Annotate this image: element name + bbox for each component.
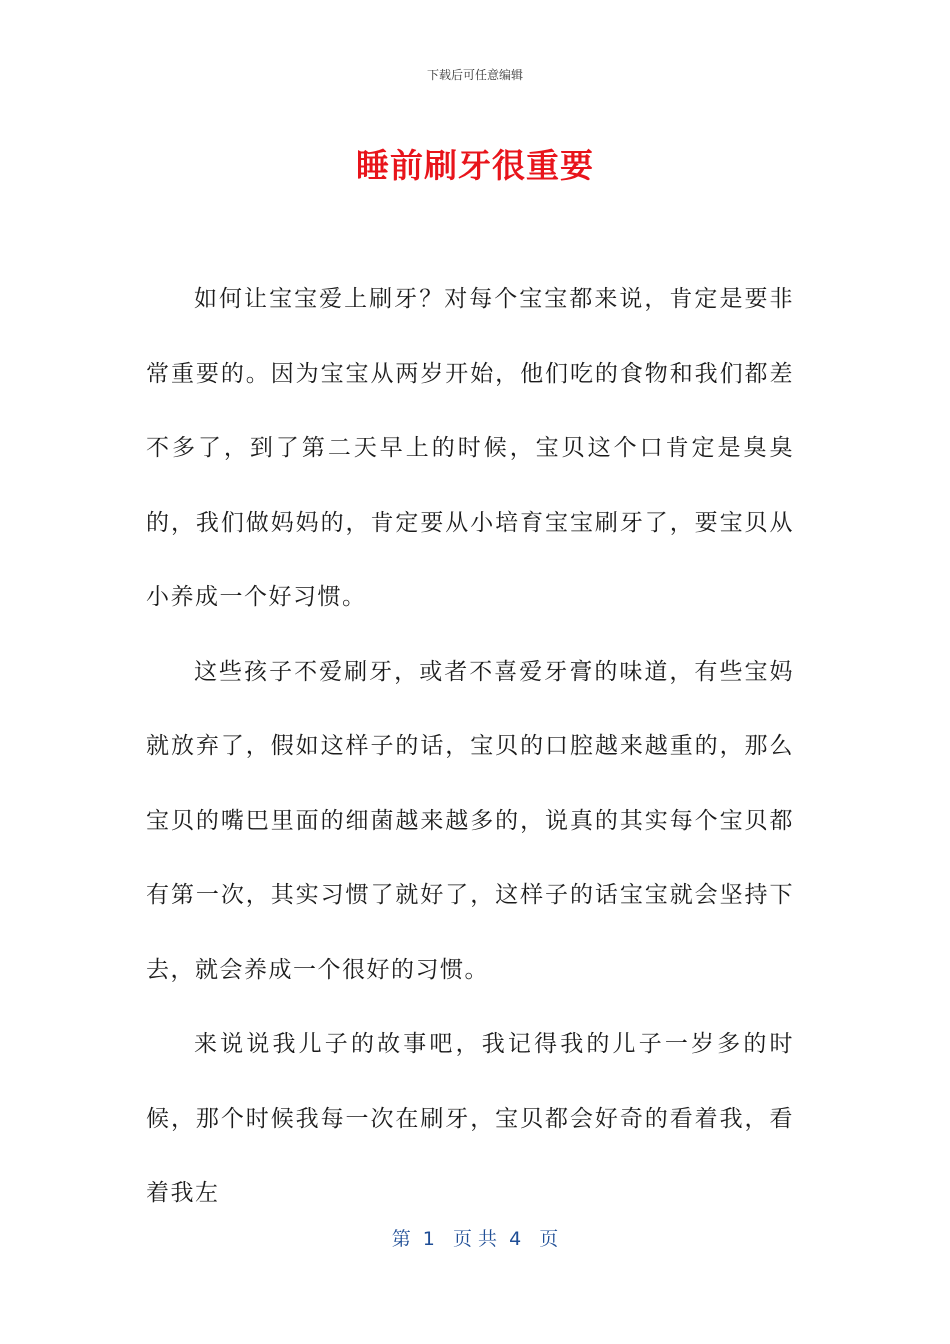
paragraph: 这些孩子不爱刷牙，或者不喜爱牙膏的味道，有些宝妈就放弃了，假如这样子的话，宝贝的口腔越来越重的，那么宝贝的嘴巴里面的细菌越来越多的，说真的其实每个宝贝都有第一次，其实习惯了就好了，这样子的话宝宝就会坚持下去，就会养成一个很好的习惯。 — [146, 658, 794, 983]
paragraph: 来说说我儿子的故事吧，我记得我的儿子一岁多的时候，那个时候我每一次在刷牙，宝贝都会好奇的看着我，看着我左 — [146, 1031, 794, 1206]
page-indicator: 第 1 页 共 4 页 — [391, 1228, 559, 1250]
document-body — [146, 262, 794, 1231]
paragraph: 如何让宝宝爱上刷牙？对每个宝宝都来说，肯定是要非常重要的。因为宝宝从两岁开始，他们吃的食物和我们都差不多了，到了第二天早上的时候，宝贝这个口肯定是臭臭的，我们做妈妈的，肯定要从小培育宝宝刷牙了，要宝贝从小养成一个好习惯。 — [146, 286, 794, 610]
document-title: 睡前刷牙很重要 — [356, 146, 594, 185]
header-note: 下载后可任意编辑 — [426, 68, 523, 82]
